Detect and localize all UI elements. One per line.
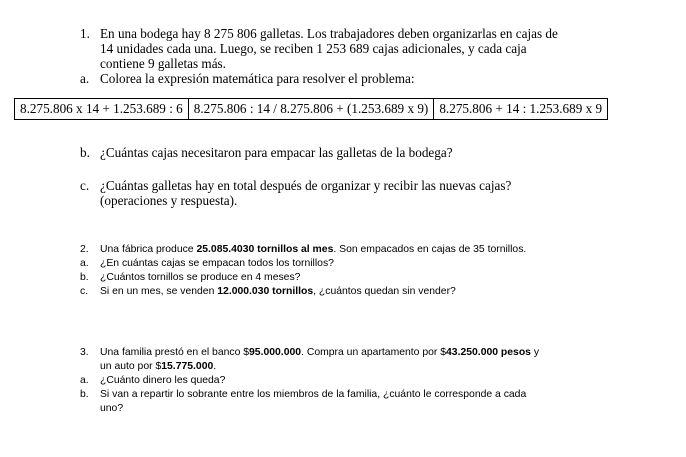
problem-2a-letter: a. xyxy=(80,258,89,269)
problem-1-number: 1. xyxy=(80,26,90,41)
problem-1b-letter: b. xyxy=(80,145,90,160)
problem-3a-letter: a. xyxy=(80,375,89,386)
problem-3-l1-bold-1: 95.000.000 xyxy=(249,347,302,358)
expression-option-3[interactable]: 8.275.806 + 14 : 1.253.689 x 9 xyxy=(434,99,608,120)
problem-1c-letter: c. xyxy=(80,178,90,193)
problem-3 xyxy=(80,346,539,416)
problem-1-line-2: 14 unidades cada una. Luego, se reciben 1 253 689 cajas adicionales, y cada caja xyxy=(100,41,527,56)
problem-2-intro-bold: 25.085.4030 tornillos al mes xyxy=(196,244,334,255)
problem-3b-line-2: uno? xyxy=(100,403,124,414)
problem-2c-letter: c. xyxy=(80,286,89,297)
problem-1-statement xyxy=(80,26,558,86)
problem-3-l1-pre: Una familia prestó en el banco $ xyxy=(100,347,250,358)
problem-2c-post: , ¿cuántos quedan sin vender? xyxy=(313,286,456,297)
problem-2b-letter: b. xyxy=(80,272,89,283)
expression-options-table xyxy=(14,98,608,120)
problem-1a-text: Colorea la expresión matemática para resolver el problema: xyxy=(100,71,415,86)
expression-option-2[interactable]: 8.275.806 : 14 / 8.275.806 + (1.253.689 x 9) xyxy=(188,99,434,120)
expression-option-1[interactable]: 8.275.806 x 14 + 1.253.689 : 6 xyxy=(15,99,189,120)
problem-2a-text: ¿En cuántas cajas se empacan todos los tornillos? xyxy=(100,258,334,269)
problem-1c-line-2: (operaciones y respuesta). xyxy=(100,193,238,208)
problem-2-intro-pre: Una fábrica produce xyxy=(100,244,197,255)
problem-3-l1-post: y xyxy=(530,347,540,358)
problem-3a-text: ¿Cuánto dinero les queda? xyxy=(100,375,226,386)
problem-3-l1-bold-2: 43.250.000 pesos xyxy=(446,347,531,358)
problem-2b-text: ¿Cuántos tornillos se produce en 4 meses? xyxy=(100,272,301,283)
problem-1-line-3: contiene 9 galletas más. xyxy=(100,56,226,71)
problem-2-intro-post: . Son empacados en cajas de 35 tornillos. xyxy=(333,244,527,255)
problem-3-l2-pre: un auto por $ xyxy=(100,361,162,372)
problem-1a-letter: a. xyxy=(80,71,90,86)
problem-2c-bold: 12.000.030 tornillos xyxy=(217,286,314,297)
problem-3-number: 3. xyxy=(80,347,89,358)
problem-1-line-1: En una bodega hay 8 275 806 galletas. Los trabajadores deben organizarlas en cajas de xyxy=(100,26,558,41)
problem-3-l2-bold: 15.775.000 xyxy=(161,361,214,372)
problem-2 xyxy=(80,243,526,299)
problem-2c-pre: Si en un mes, se venden xyxy=(100,286,218,297)
problem-1b-text: ¿Cuántas cajas necesitaron para empacar las galletas de la bodega? xyxy=(100,145,453,160)
problem-3-l2-post: . xyxy=(213,361,217,372)
problem-1b xyxy=(80,145,453,160)
problem-1c-line-1: ¿Cuántas galletas hay en total después de organizar y recibir las nuevas cajas? xyxy=(100,178,512,193)
problem-1c xyxy=(80,178,511,208)
problem-2-number: 2. xyxy=(80,244,89,255)
problem-3b-letter: b. xyxy=(80,389,89,400)
problem-3-l1-mid: . Compra un apartamento por $ xyxy=(301,347,447,358)
problem-3b-line-1: Si van a repartir lo sobrante entre los miembros de la familia, ¿cuánto le corresponde a cada xyxy=(100,389,527,400)
